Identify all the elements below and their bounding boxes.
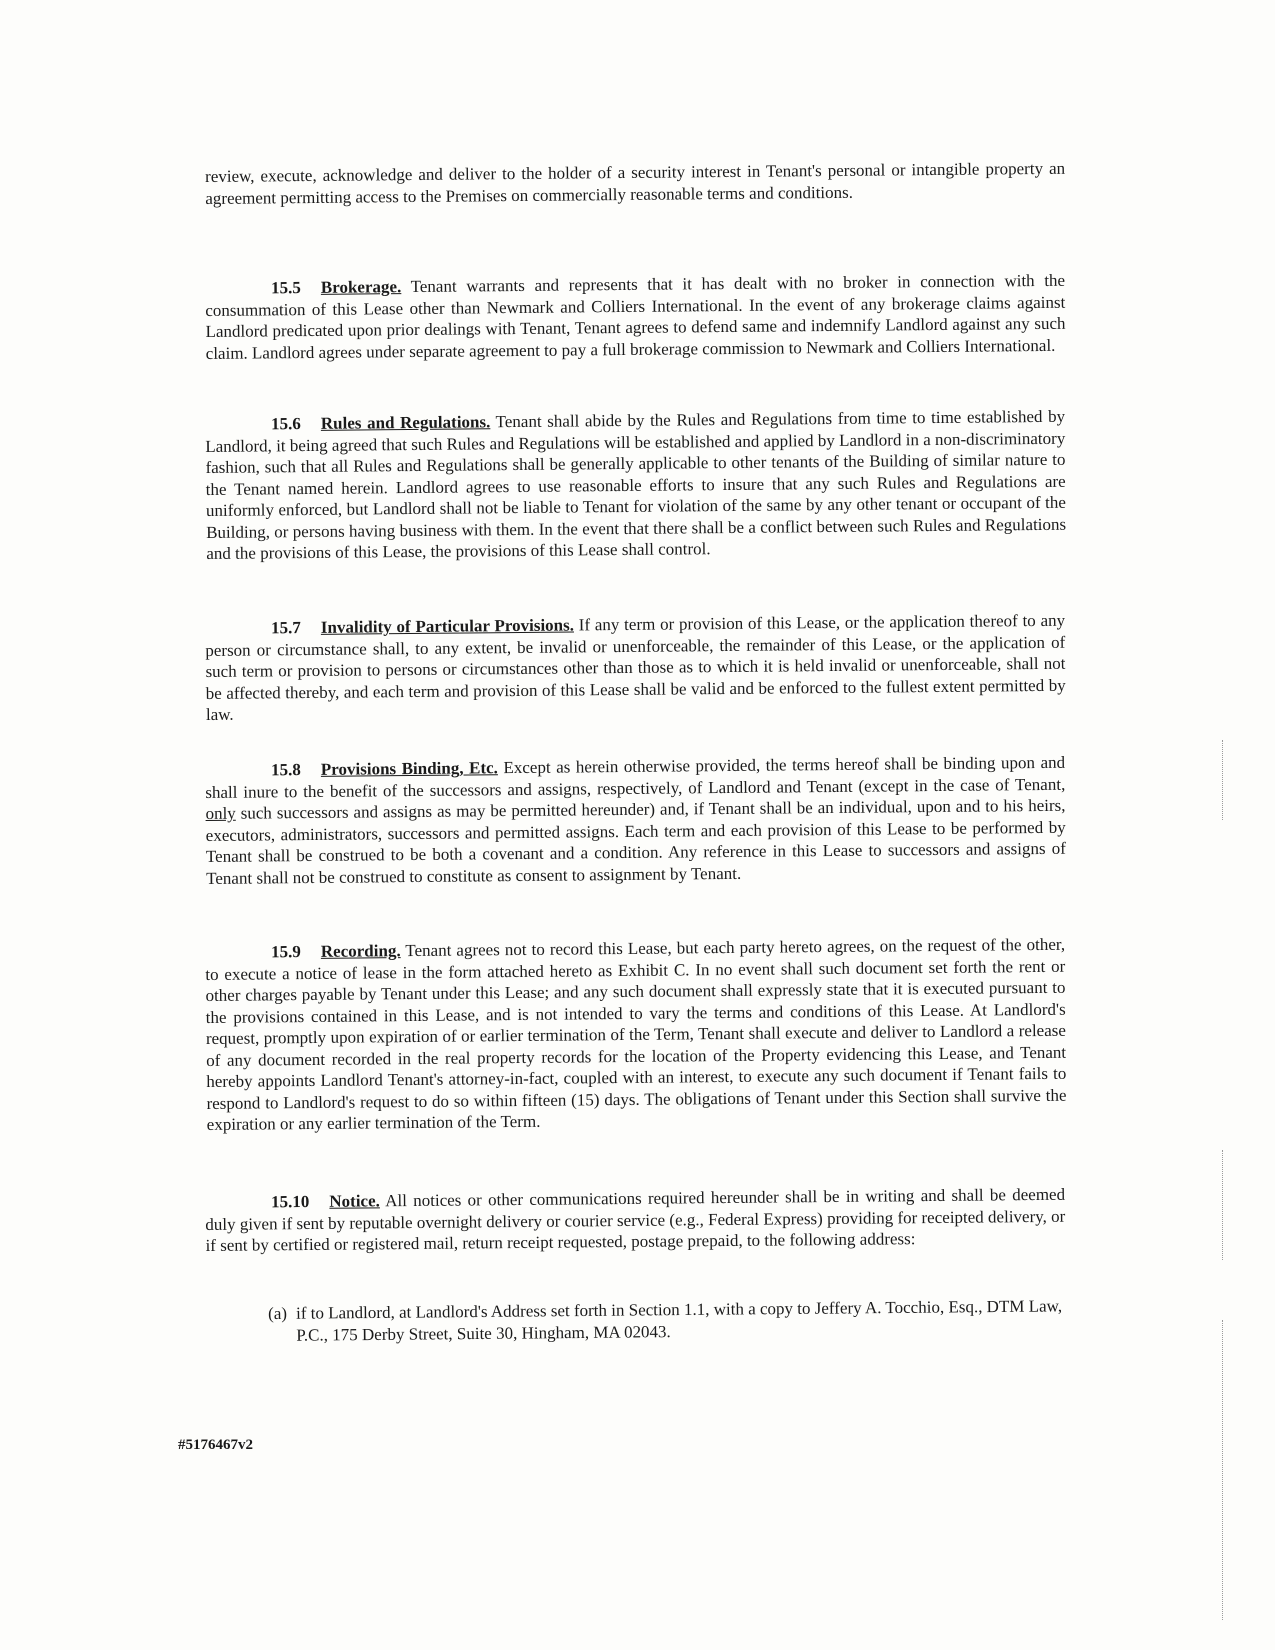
section-body-emphasis: only bbox=[205, 803, 236, 823]
section-15-10 bbox=[205, 1184, 1066, 1257]
section-15-8 bbox=[205, 752, 1066, 889]
section-number: 15.5 bbox=[271, 278, 301, 298]
section-number: 15.10 bbox=[271, 1191, 310, 1212]
section-body: If any term or provision of this Lease, or the application thereof to any person or circumstance shall, to any extent, be invalid or unenforceable, the remainder of this Lease, or the application of such term or provision to persons or circumstances other than those as to which it is held invalid or unenforceable, shall not be affected thereby, and each term and provision of this Lease shall be valid and be enforced to the fullest extent permitted by law. bbox=[205, 610, 1066, 724]
section-heading: Rules and Regulations. bbox=[320, 412, 491, 433]
section-15-5 bbox=[205, 270, 1066, 364]
sub-item-text: if to Landlord, at Landlord's Address set forth in Section 1.1, with a copy to Jeffery A. Tocchio, Esq., DTM Law, P.C., 175 Derby Street, Suite 30, Hingham, MA 02043. bbox=[296, 1296, 1063, 1345]
document-id-footer: #5176467v2 bbox=[178, 1437, 253, 1453]
scan-artifact-line bbox=[1222, 740, 1225, 820]
section-heading: Recording. bbox=[320, 941, 401, 961]
section-heading: Provisions Binding, Etc. bbox=[320, 758, 498, 779]
scan-artifact-line bbox=[1222, 1150, 1225, 1260]
section-15-7 bbox=[205, 610, 1066, 726]
section-body: Tenant shall abide by the Rules and Regulations from time to time established by Landlord, it being agreed that such Rules and Regulations will be established and applied by Landlord in a non-discriminatory fashion, such that all Rules and Regulations shall be generally applicable to other tenants of the Building of similar nature to the Tenant named herein. Landlord agrees to use reasonable efforts to insure that any such Rules and Regulations are uniformly enforced, but Landlord shall not be liable to Tenant for violation of the same by any other tenant or occupant of the Building, or persons having business with them. In the event that there shall be a conflict between such Rules and Regulations and the provisions of this Lease, the provisions of this Lease shall control. bbox=[205, 406, 1067, 563]
section-15-6 bbox=[205, 406, 1067, 565]
section-number: 15.7 bbox=[271, 618, 301, 638]
sub-item-label: (a) bbox=[268, 1303, 288, 1323]
section-body: Tenant warrants and represents that it has dealt with no broker in connection with the consummation of this Lease other than Newmark and Colliers International. In the event of any brokerage claims against Landlord predicated upon prior dealings with Tenant, Tenant agrees to defend same and indemnify Landlord against any such claim. Landlord agrees under separate agreement to pay a full brokerage commission to Newmark and Colliers International. bbox=[205, 270, 1066, 363]
section-number: 15.9 bbox=[271, 942, 301, 962]
section-heading: Notice. bbox=[329, 1191, 380, 1211]
section-body: All notices or other communications required hereunder shall be in writing and shall be deemed duly given if sent by reputable overnight delivery or courier service (e.g., Federal Express) providing for receipted delivery, or if sent by certified or registered mail, return receipt requested, postage prepaid, to the following address: bbox=[205, 1184, 1066, 1255]
section-number: 15.6 bbox=[271, 414, 301, 434]
section-number: 15.8 bbox=[271, 760, 301, 780]
section-body: Except as herein otherwise provided, the terms hereof shall be binding upon and shall inure to the benefit of the successors and assigns, respectively, of Landlord and Tenant (except in the case of Tenant, bbox=[205, 752, 1066, 802]
notice-sub-item-a bbox=[268, 1295, 1068, 1346]
section-body: Tenant agrees not to record this Lease, but each party hereto agrees, on the request of the other, to execute a notice of lease in the form attached hereto as Exhibit C. In no event shall such document set forth the rent or other charges payable by Tenant under this Lease; and any such document shall expressly state that it is executed pursuant to the provisions contained in this Lease, and is not intended to vary the terms and conditions of this Lease. At Landlord's request, promptly upon expiration of or earlier termination of the Term, Tenant shall execute and deliver to Landlord a release of any document recorded in the real property records for the location of the Property evidencing this Lease, and Tenant hereby appoints Landlord Tenant's attorney-in-fact, coupled with an interest, to execute any such document if Tenant fails to respond to Landlord's request to do so within fifteen (15) days. The obligations of Tenant under this Section shall survive the expiration or any earlier termination of the Term. bbox=[205, 934, 1067, 1134]
section-heading: Invalidity of Particular Provisions. bbox=[320, 615, 575, 637]
scan-artifact-line bbox=[1222, 1320, 1225, 1620]
section-body: such successors and assigns as may be permitted hereunder) and, if Tenant shall be an individual, upon and to his heirs, executors, administrators, successors and permitted assigns. Each term and each provision of this Lease to be performed by Tenant shall be construed to be both a covenant and a condition. Any reference in this Lease to successors and assigns of Tenant shall not be construed to constitute as consent to assignment by Tenant. bbox=[205, 795, 1066, 888]
section-15-9 bbox=[205, 934, 1067, 1136]
section-heading: Brokerage. bbox=[320, 277, 402, 297]
intro-paragraph bbox=[205, 158, 1066, 209]
intro-text: review, execute, acknowledge and deliver to the holder of a security interest in Tenant's personal or intangible property an agreement permitting access to the Premises on commercially reasonable terms and conditions. bbox=[205, 158, 1066, 208]
